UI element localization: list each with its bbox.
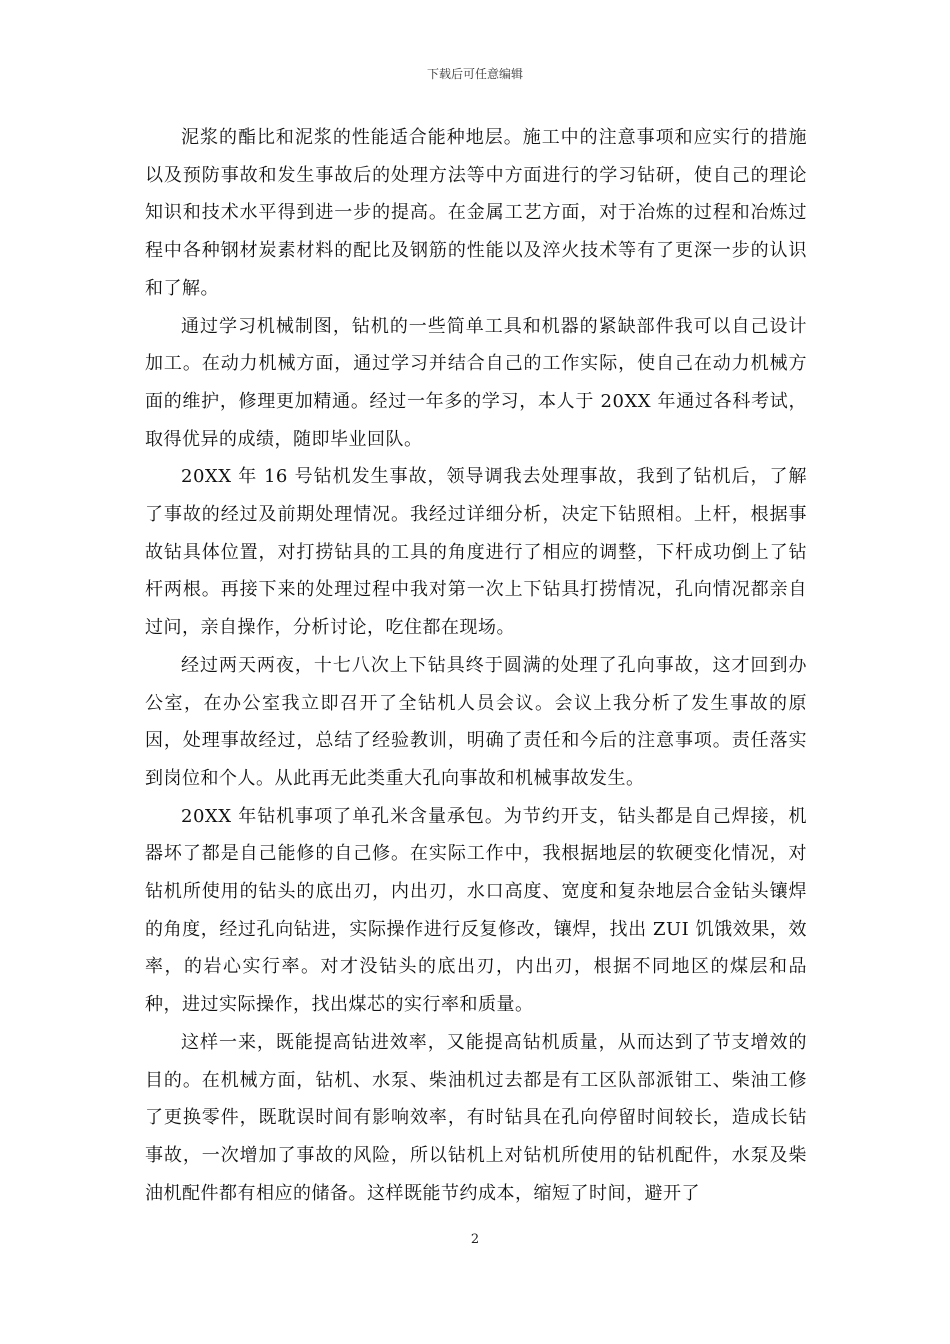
page-number: 2 [470, 1232, 480, 1247]
document-body [145, 119, 807, 1212]
paragraph-2: 通过学习机械制图，钻机的一些简单工具和机器的紧缺部件我可以自己设计加工。在动力机械方面，通过学习并结合自己的工作实际，使自己在动力机械方面的维护，修理更加精通。经过一年多的学习，本人于 20XX 年通过各科考试，取得优异的成绩，随即毕业回队。 [145, 315, 807, 450]
page-header: 下载后可任意编辑 [426, 67, 523, 81]
paragraph-3: 20XX 年 16 号钻机发生事故，领导调我去处理事故，我到了钻机后，了解了事故的经过及前期处理情况。我经过详细分析，决定下钻照相。上杆，根据事故钻具体位置，对打捞钻具的工具的角度进行了相应的调整，下杆成功倒上了钻杆两根。再接下来的处理过程中我对第一次上下钻具打捞情况，孔向情况都亲自过问，亲自操作，分析讨论，吃住都在现场。 [145, 466, 807, 639]
paragraph-1: 泥浆的酯比和泥浆的性能适合能种地层。施工中的注意事项和应实行的措施以及预防事故和发生事故后的处理方法等中方面进行的学习钻研，使自己的理论知识和技术水平得到进一步的提高。在金属工艺方面，对于冶炼的过程和冶炼过程中各种钢材炭素材料的配比及钢筋的性能以及淬火技术等有了更深一步的认识和了解。 [145, 127, 807, 299]
paragraph-5: 20XX 年钻机事项了单孔米含量承包。为节约开支，钻头都是自己焊接，机器坏了都是自己能修的自己修。在实际工作中，我根据地层的软硬变化情况，对钻机所使用的钻头的底出刃，内出刃，水口高度、宽度和复杂地层合金钻头镶焊的角度，经过孔向钻进，实际操作进行反复修改，镶焊，找出 ZUI 饥饿效果，效率，的岩心实行率。对才没钻头的底出刃，内出刃，根据不同地区的煤层和品种，进过实际操作，找出煤芯的实行率和质量。 [145, 805, 807, 1016]
paragraph-6: 这样一来，既能提高钻进效率，又能提高钻机质量，从而达到了节支增效的目的。在机械方面，钻机、水泵、柴油机过去都是有工区队部派钳工、柴油工修了更换零件，既耽误时间有影响效率，有时钻具在孔向停留时间较长，造成长钻事故，一次增加了事故的风险，所以钻机上对钻机所使用的钻机配件，水泵及柴油机配件都有相应的储备。这样既能节约成本，缩短了时间，避开了 [145, 1031, 807, 1204]
paragraph-4: 经过两天两夜，十七八次上下钻具终于圆满的处理了孔向事故，这才回到办公室，在办公室我立即召开了全钻机人员会议。会议上我分析了发生事故的原因，处理事故经过，总结了经验教训，明确了责任和今后的注意事项。责任落实到岗位和个人。从此再无此类重大孔向事故和机械事故发生。 [145, 654, 807, 789]
